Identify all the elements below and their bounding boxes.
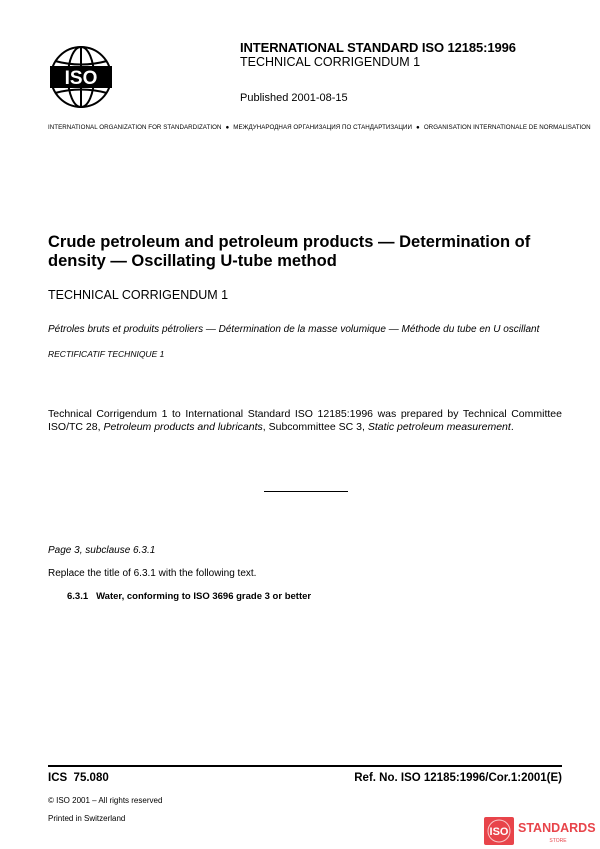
committee-name: Petroleum products and lubricants <box>103 421 263 433</box>
document-title: Crude petroleum and petroleum products — Determination of density — Oscillating U-tube method <box>48 233 531 270</box>
clause-text: Water, conforming to ISO 3696 grade 3 or better <box>96 591 312 602</box>
corrigendum-label: TECHNICAL CORRIGENDUM 1 <box>240 55 421 69</box>
technical-corrigendum-label: TECHNICAL CORRIGENDUM 1 <box>48 288 229 302</box>
section-divider <box>264 491 348 492</box>
reference-number: Ref. No. ISO 12185:1996/Cor.1:2001(E) <box>354 772 562 784</box>
clause-heading <box>67 591 311 602</box>
copyright-notice: © ISO 2001 – All rights reserved <box>48 796 163 805</box>
foreword-paragraph <box>48 408 562 434</box>
paragraph-text: . <box>510 421 514 433</box>
iso-logo-text: ISO <box>64 68 98 89</box>
paragraph-text: , Subcommittee SC 3, <box>262 421 368 433</box>
separator-dot: ● <box>416 124 420 131</box>
paragraph-text: Technical Corrigendum 1 to International Standard ISO 12185:1996 was prepared by Technical Committee ISO/TC 28, <box>48 408 562 433</box>
org-name-ru: МЕЖДУНАРОДНАЯ ОРГАНИЗАЦИЯ ПО СТАНДАРТИЗАЦИИ <box>233 124 413 131</box>
published-date: Published 2001-08-15 <box>240 92 348 104</box>
standard-title: INTERNATIONAL STANDARD ISO 12185:1996 <box>240 40 516 55</box>
org-name-en: INTERNATIONAL ORGANIZATION FOR STANDARDIZATION <box>48 124 222 131</box>
iso-standards-store-logo <box>482 813 600 849</box>
separator-dot: ● <box>225 124 230 131</box>
page-reference: Page 3, subclause 6.3.1 <box>48 545 156 556</box>
french-title: Pétroles bruts et produits pétroliers — Détermination de la masse volumique — Méthode du tube en U oscillant <box>48 324 540 335</box>
clause-number: 6.3.1 <box>67 591 89 602</box>
french-corrigendum-label: RECTIFICATIF TECHNIQUE 1 <box>48 349 165 359</box>
store-store-text: STORE <box>549 838 567 844</box>
org-name-fr: ORGANISATION INTERNATIONALE DE NORMALISATION <box>423 124 591 131</box>
store-standards-text: STANDARDS <box>518 821 596 835</box>
organization-line <box>48 124 591 131</box>
printed-location: Printed in Switzerland <box>48 814 126 823</box>
ics-code: ICS 75.080 <box>48 772 109 784</box>
replace-instruction: Replace the title of 6.3.1 with the following text. <box>48 568 257 579</box>
store-iso-text: ISO <box>489 826 509 838</box>
footer-divider <box>48 765 562 767</box>
subcommittee-name: Static petroleum measurement <box>367 421 511 433</box>
iso-logo <box>48 44 114 110</box>
